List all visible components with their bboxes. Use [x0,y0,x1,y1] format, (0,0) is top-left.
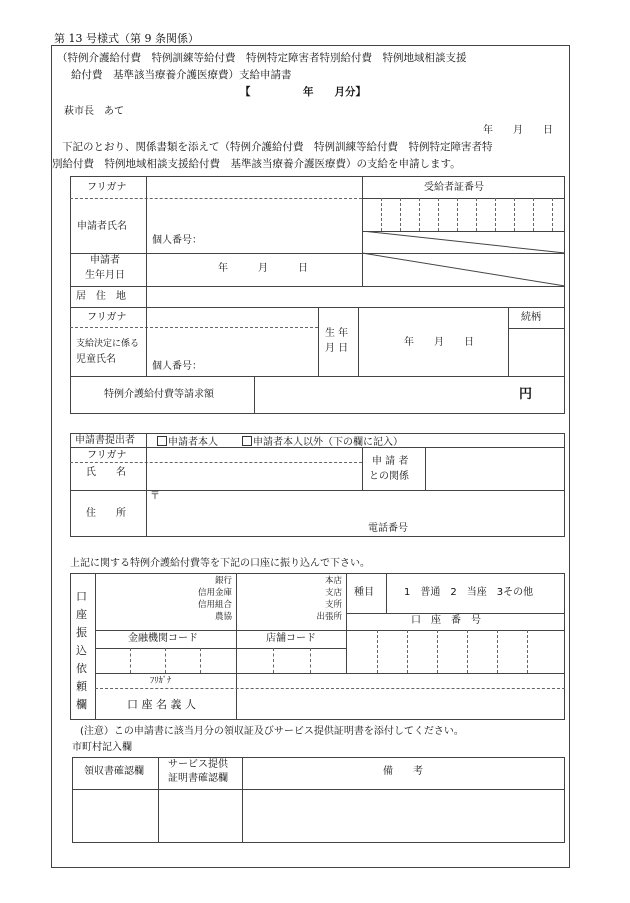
submitter-address-label: 住 所 [86,508,126,519]
residence-label: 居 住 地 [76,291,126,302]
bank-code-label: 金融機関コード [128,633,198,644]
applicant-birth-label-1: 申請者 [90,255,120,266]
submitter-option-other[interactable]: 申請者本人以外（下の欄に記入） [242,436,403,448]
statement-line2: 別給付費 特例地域相談支援給付費 基準該当療養介護医療費）の支給を申請します。 [52,158,461,170]
service-check-label-1: サービス提供 [168,759,228,770]
child-name-label-1: 支給決定に係る [76,339,140,349]
submitter-table [70,433,565,537]
amount-unit: 円 [519,387,533,402]
submitter-relation-label-1: 申 請 者 [372,456,409,467]
institution-type-bank: 銀行 [214,576,232,586]
child-birth-label-1: 生 年 [325,328,349,339]
child-birth-label-2: 月 日 [325,343,349,354]
remarks-label: 備 考 [383,766,423,777]
checkbox-other[interactable] [242,436,252,446]
account-number-label: 口 座 番 号 [411,615,481,626]
bank-instruction: 上記に関する特例介護給付費等を下記の口座に振り込んで下さい。 [70,558,370,569]
bank-side-label-7: 欄 [76,698,87,711]
form-title-line2: 給付費 基準該当療養介護医療費）支給申請書 [71,69,292,81]
institution-type-shinkin: 信用金庫 [197,588,232,598]
statement-line1: 下記のとおり、関係書類を添えて（特例介護給付費 特例訓練等給付費 特例特定障害者特 [62,141,493,153]
child-personal-number-label: 個人番号： [152,361,202,372]
applicant-table [70,176,565,414]
submitter-furigana-label: フリガナ [87,450,127,461]
application-date: 年 月 日 [483,125,553,136]
holder-name-label: 口 座 名 義 人 [127,698,196,711]
submitter-name-label: 氏 名 [86,467,126,478]
branch-type-office: 出張所 [316,612,342,622]
attachment-note: (注意）この申請書に該当月分の領収証及びサービス提供証明書を添付してください。 [80,726,464,737]
child-name-label-2: 児童氏名 [76,354,116,365]
branch-type-main: 本店 [324,576,342,586]
account-type-label: 種目 [354,587,374,598]
holder-furigana-label: ﾌﾘｶﾞﾅ [150,676,172,686]
municipal-table [72,757,565,843]
addressee: 萩市長 あて [64,106,124,117]
form-title-line1: （特例介護給付費 特例訓練等給付費 特例特定障害者特別給付費 特例地域相談支援 [57,52,467,64]
bank-side-label-4: 込 [76,644,87,657]
institution-type-shinkumi: 信用組合 [197,600,232,610]
bank-side-label-5: 依 [76,662,87,675]
submitter-option-self[interactable]: 申請者本人 [157,436,218,448]
applicant-personal-number-label: 個人番号： [152,235,202,246]
checkbox-self[interactable] [157,436,167,446]
submitter-relation-label-2: との関係 [369,471,409,482]
branch-type-sub: 支所 [324,600,342,610]
bank-side-label-6: 頼 [76,680,87,693]
form-number: 第 13 号様式（第 9 条関係） [54,32,199,45]
phone-label: 電話番号 [368,523,408,534]
municipal-section-label: 市町村記入欄 [72,742,132,753]
bank-side-label-1: 口 [76,590,87,603]
child-birth-date: 年 月 日 [404,337,474,348]
branch-type-branch: 支店 [324,588,342,598]
amount-label: 特例介護給付費等請求額 [104,389,214,400]
diagonal-lines [362,231,565,286]
postal-mark: 〒 [150,491,160,502]
recipient-number-label: 受給者証番号 [424,182,484,193]
application-period: 【 年 月分】 [240,86,366,98]
applicant-birth-label-2: 生年月日 [85,270,125,281]
service-check-label-2: 証明書確認欄 [168,773,228,784]
bank-side-label-3: 振 [76,626,87,639]
institution-type-nokyo: 農協 [214,612,232,622]
child-furigana-label: フリガナ [87,312,127,323]
account-type-options: 1 普通 2 当座 3その他 [404,587,534,598]
submitter-label: 申請書提出者 [75,435,135,446]
applicant-name-label: 申請者氏名 [77,221,127,232]
applicant-birth-date: 年 月 日 [218,263,308,274]
relationship-label: 続柄 [521,312,541,323]
bank-side-label-2: 座 [76,608,87,621]
branch-code-label: 店舗コード [266,633,316,644]
applicant-furigana-label: フリガナ [87,182,127,193]
receipt-check-label: 領収書確認欄 [84,766,144,777]
